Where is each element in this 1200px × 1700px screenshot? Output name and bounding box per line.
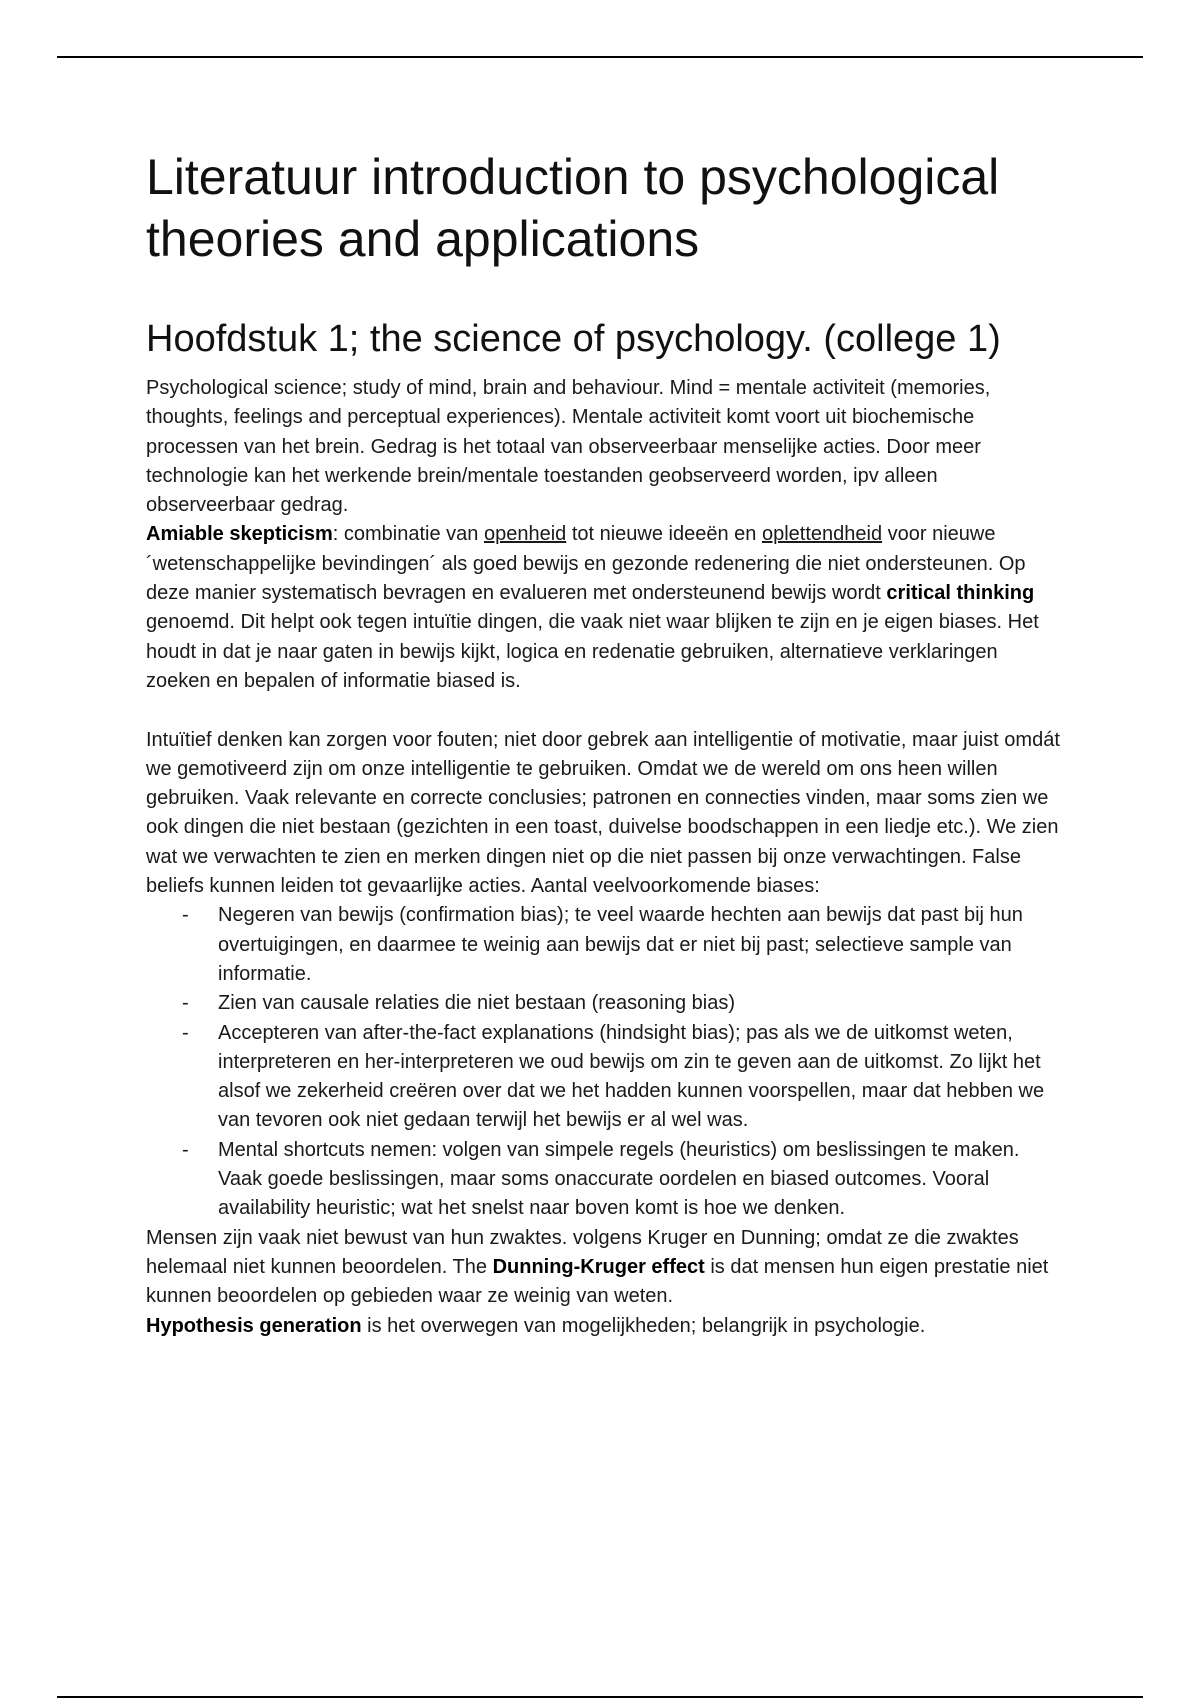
term-hypothesis-generation: Hypothesis generation bbox=[146, 1314, 362, 1337]
list-item-text: Mental shortcuts nemen: volgen van simpele regels (heuristics) om beslissingen te maken. Vaak goede beslissingen, maar soms onaccurate oordelen en biased outcomes. Vooral availability heuristic; wat het snelst naar boven komt is hoe we denken. bbox=[218, 1138, 1020, 1220]
text-segment: is dat mensen hun eigen prestatie niet kunnen beoordelen op gebieden waar ze weinig van weten. bbox=[146, 1255, 1049, 1308]
list-item-text: Zien van causale relaties die niet bestaan (reasoning bias) bbox=[218, 992, 735, 1015]
text-segment: voor nieuwe ´wetenschappelijke bevindingen´ als goed bewijs en gezonde redenering die niet ondersteunen. Op deze manier systematisch bevragen en evalueren met ondersteunend bewijs wordt bbox=[146, 523, 1026, 605]
list-item bbox=[182, 989, 1066, 1018]
paragraph-dunning-kruger bbox=[146, 1224, 1066, 1312]
document-title: Literatuur introduction to psychological theories and applications bbox=[146, 149, 1000, 267]
paragraph-intuitive-thinking: Intuïtief denken kan zorgen voor fouten; niet door gebrek aan intelligentie of motivatie, maar juist omdát we gemotiveerd zijn om onze intelligentie te gebruiken. Omdat we de wereld om ons heen willen gebruiken. Vaak relevante en correcte conclusies; patronen en connecties vinden, maar soms zien we ook dingen die niet bestaan (gezichten in een toast, duivelse boodschappen in een liedje etc.). We zien wat we verwachten te zien en merken dingen niet op die niet passen bij onze verwachtingen. False beliefs kunnen leiden tot gevaarlijke acties. Aantal veelvoorkomende biases: bbox=[146, 728, 1060, 898]
chapter-heading: Hoofdstuk 1; the science of psychology. (college 1) bbox=[146, 318, 1001, 360]
bullet-dash: - bbox=[182, 992, 189, 1015]
text-segment: : combinatie van bbox=[332, 523, 484, 546]
paragraph-gap bbox=[146, 696, 1066, 725]
text-segment: tot nieuwe ideeën en bbox=[566, 523, 762, 546]
page-content bbox=[146, 146, 1066, 1341]
list-item bbox=[182, 1019, 1066, 1136]
text-segment: genoemd. Dit helpt ook tegen intuïtie dingen, die vaak niet waar blijken te zijn en je eigen biases. Het houdt in dat je naar gaten in bewijs kijkt, logica en redenatie gebruiken, alternatieve verklaringen zoeken en bepalen of informatie biased is. bbox=[146, 611, 1039, 692]
bullet-dash: - bbox=[182, 1138, 189, 1161]
bias-list bbox=[146, 901, 1066, 1223]
bullet-dash: - bbox=[182, 1021, 189, 1044]
text-segment: is het overwegen van mogelijkheden; belangrijk in psychologie. bbox=[361, 1314, 926, 1337]
term-amiable-skepticism: Amiable skepticism bbox=[146, 523, 333, 546]
bullet-dash: - bbox=[182, 904, 189, 927]
top-rule bbox=[57, 56, 1143, 58]
bottom-rule bbox=[57, 1696, 1143, 1698]
paragraph-intro: Psychological science; study of mind, brain and behaviour. Mind = mentale activiteit (memories, thoughts, feelings and perceptual experiences). Mentale activiteit komt voort uit biochemische processen van het brein. Gedrag is het totaal van observeerbaar menselijke acties. Door meer technologie kan het werkende brein/mentale toestanden geobserveerd worden, ipv alleen observeerbaar gedrag. bbox=[146, 377, 991, 517]
list-item-text: Accepteren van after-the-fact explanations (hindsight bias); pas als we de uitkomst weten, interpreteren en her-interpreteren we oud bewijs om zin te geven aan de uitkomst. Zo lijkt het alsof we zekerheid creëren over dat we het hadden kunnen voorspellen, maar dat hebben we van tevoren ook niet gedaan terwijl het bewijs er al wel was. bbox=[218, 1021, 1045, 1132]
list-item bbox=[182, 901, 1066, 989]
list-item bbox=[182, 1136, 1066, 1224]
term-critical-thinking: critical thinking bbox=[886, 582, 1035, 605]
term-dunning-kruger-effect: Dunning-Kruger effect bbox=[492, 1255, 705, 1278]
paragraph-amiable-skepticism bbox=[146, 520, 1066, 696]
underlined-oplettendheid: oplettendheid bbox=[761, 523, 883, 546]
underlined-openheid: openheid bbox=[483, 523, 567, 546]
list-item-text: Negeren van bewijs (confirmation bias); te veel waarde hechten aan bewijs dat past bij hun overtuigingen, en daarmee te weinig aan bewijs dat er niet bij past; selectieve sample van informatie. bbox=[218, 904, 1023, 985]
paragraph-hypothesis-generation bbox=[146, 1312, 1066, 1341]
body-text bbox=[146, 374, 1066, 1341]
text-segment: Mensen zijn vaak niet bewust van hun zwaktes. volgens Kruger en Dunning; omdat ze die zwaktes helemaal niet kunnen beoordelen. The bbox=[146, 1226, 1019, 1278]
